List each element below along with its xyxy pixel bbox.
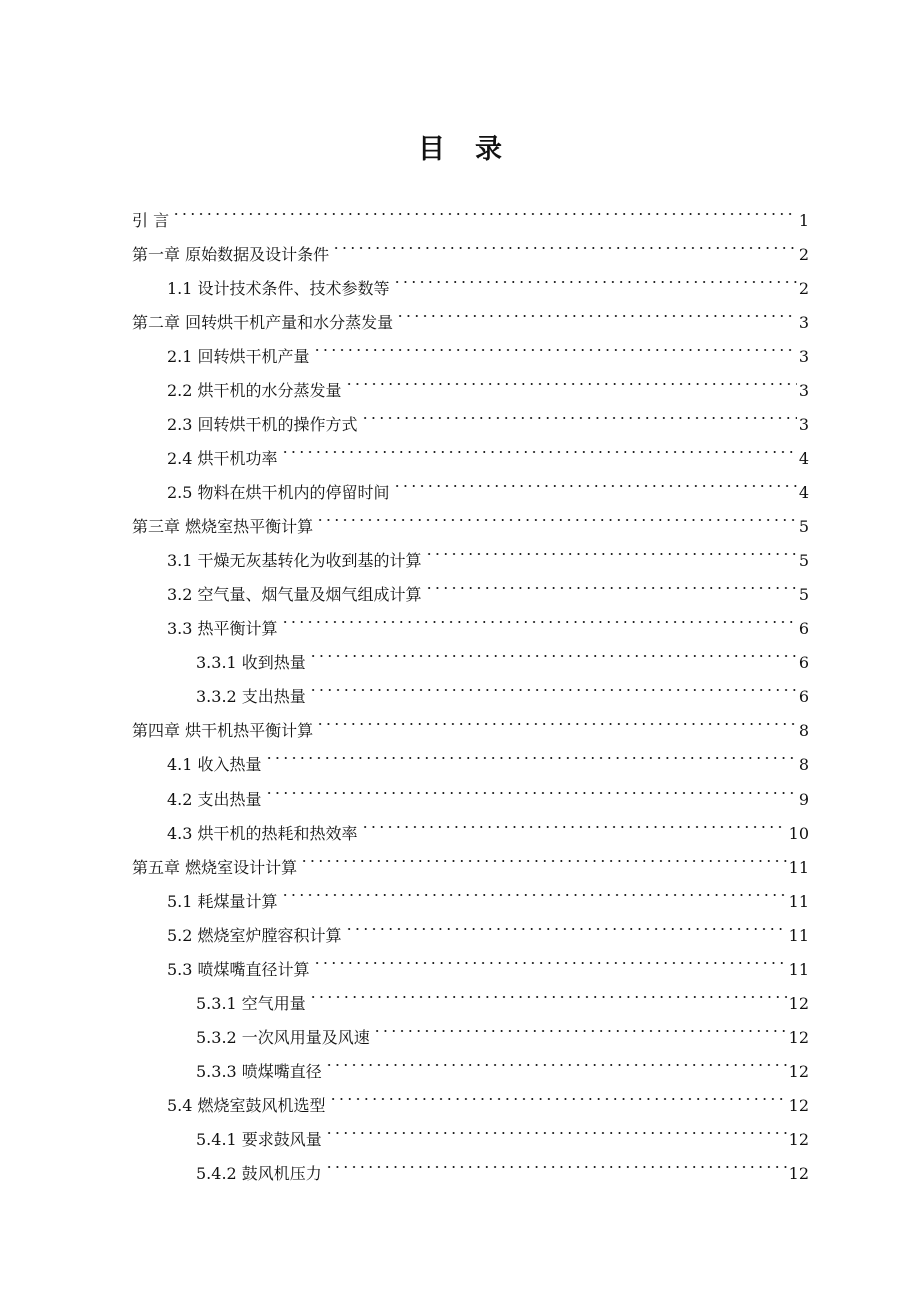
toc-entry[interactable] bbox=[167, 430, 809, 469]
toc-entry-page-number: 12 bbox=[788, 993, 809, 1013]
toc-entry-label: 第一章 原始数据及设计条件 bbox=[132, 245, 330, 265]
toc-entry-page-number: 11 bbox=[788, 891, 809, 911]
toc-entry-page-number: 3 bbox=[798, 347, 809, 367]
dot-leader bbox=[361, 805, 787, 839]
toc-entry-page-number: 12 bbox=[788, 1095, 809, 1115]
dot-leader bbox=[345, 362, 797, 396]
toc-entry[interactable] bbox=[196, 1111, 809, 1149]
toc-entry-page-number: 9 bbox=[798, 789, 809, 809]
toc-entry[interactable] bbox=[167, 566, 809, 605]
toc-entry-label: 5.3.2 一次风用量及风速 bbox=[196, 1027, 370, 1047]
toc-entry-page-number: 11 bbox=[788, 925, 809, 945]
dot-leader bbox=[332, 226, 797, 260]
toc-entry[interactable] bbox=[167, 873, 809, 911]
toc-entry-page-number: 4 bbox=[798, 483, 809, 503]
toc-entry-label: 3.3.2 支出热量 bbox=[196, 687, 306, 707]
dot-leader bbox=[313, 941, 787, 975]
toc-entry-page-number: 12 bbox=[788, 1061, 809, 1081]
dot-leader bbox=[309, 975, 787, 1009]
toc-entry-label: 4.3 烘干机的热耗和热效率 bbox=[167, 823, 358, 843]
toc-entry-label: 2.2 烘干机的水分蒸发量 bbox=[167, 381, 342, 401]
toc-entry-page-number: 3 bbox=[798, 381, 809, 401]
toc-entry-label: 5.4 燃烧室鼓风机选型 bbox=[167, 1095, 326, 1115]
toc-entry[interactable] bbox=[167, 328, 809, 367]
dot-leader bbox=[373, 1009, 787, 1043]
dot-leader bbox=[425, 532, 797, 566]
toc-entry[interactable] bbox=[167, 464, 809, 503]
toc-title bbox=[0, 128, 920, 172]
toc-entry[interactable] bbox=[167, 941, 809, 979]
dot-leader bbox=[309, 634, 797, 668]
dot-leader bbox=[316, 702, 797, 736]
toc-entry-label: 第四章 烘干机热平衡计算 bbox=[132, 721, 314, 741]
toc-entry-label: 第五章 燃烧室设计计算 bbox=[132, 857, 298, 877]
toc-entry[interactable] bbox=[132, 294, 809, 333]
toc-entry-label: 2.1 回转烘干机产量 bbox=[167, 347, 310, 367]
toc-entry[interactable] bbox=[196, 975, 809, 1013]
toc-entry-label: 5.1 耗煤量计算 bbox=[167, 891, 278, 911]
dot-leader bbox=[361, 396, 797, 430]
toc-entry-page-number: 3 bbox=[798, 313, 809, 333]
toc-entry-page-number: 2 bbox=[798, 279, 809, 299]
dot-leader bbox=[265, 736, 797, 770]
toc-entry-page-number: 12 bbox=[788, 1129, 809, 1149]
toc-entry-page-number: 3 bbox=[798, 415, 809, 435]
toc-entry-page-number: 11 bbox=[788, 857, 809, 877]
toc-entry-label: 引 言 bbox=[132, 211, 170, 230]
dot-leader bbox=[325, 1043, 787, 1077]
toc-entry-label: 3.1 干燥无灰基转化为收到基的计算 bbox=[167, 551, 422, 571]
dot-leader bbox=[281, 430, 797, 464]
toc-entry-page-number: 8 bbox=[798, 721, 809, 741]
toc-entry[interactable] bbox=[167, 396, 809, 435]
toc-entry[interactable] bbox=[167, 362, 809, 401]
toc-entry[interactable] bbox=[167, 600, 809, 639]
toc-entry-label: 3.3 热平衡计算 bbox=[167, 619, 278, 639]
toc-entry[interactable] bbox=[167, 771, 809, 809]
toc-entry[interactable] bbox=[132, 702, 809, 741]
toc-entry-page-number: 6 bbox=[798, 619, 809, 639]
toc-entry-label: 第二章 回转烘干机产量和水分蒸发量 bbox=[132, 313, 394, 333]
toc-entry-label: 4.2 支出热量 bbox=[167, 789, 262, 809]
dot-leader bbox=[172, 192, 797, 226]
dot-leader bbox=[396, 294, 797, 328]
toc-entry-label: 4.1 收入热量 bbox=[167, 755, 262, 775]
toc-entry-label: 5.4.2 鼓风机压力 bbox=[196, 1163, 322, 1183]
toc-entry-page-number: 6 bbox=[798, 653, 809, 673]
dot-leader bbox=[325, 1111, 787, 1145]
toc-entry[interactable] bbox=[167, 907, 809, 945]
toc-entry-label: 2.3 回转烘干机的操作方式 bbox=[167, 415, 358, 435]
toc-title-char-1: 目 bbox=[418, 134, 445, 165]
dot-leader bbox=[281, 600, 797, 634]
dot-leader bbox=[425, 566, 797, 600]
toc-entry[interactable] bbox=[132, 192, 809, 230]
toc-entry-page-number: 2 bbox=[798, 245, 809, 265]
toc-entry-page-number: 4 bbox=[798, 449, 809, 469]
toc-entry-label: 2.5 物料在烘干机内的停留时间 bbox=[167, 483, 390, 503]
dot-leader bbox=[313, 328, 797, 362]
toc-entry-label: 2.4 烘干机功率 bbox=[167, 449, 278, 469]
toc-entry-page-number: 11 bbox=[788, 959, 809, 979]
toc-entry[interactable] bbox=[196, 634, 809, 673]
dot-leader bbox=[281, 873, 787, 907]
toc-entry-label: 3.3.1 收到热量 bbox=[196, 653, 306, 673]
dot-leader bbox=[393, 464, 797, 498]
toc-entry-page-number: 8 bbox=[798, 755, 809, 775]
dot-leader bbox=[316, 498, 797, 532]
toc-entry-page-number: 1 bbox=[798, 211, 809, 230]
dot-leader bbox=[265, 771, 797, 805]
toc-entry-page-number: 5 bbox=[798, 517, 809, 537]
toc-entry[interactable] bbox=[167, 1077, 809, 1115]
toc-entry-page-number: 5 bbox=[798, 551, 809, 571]
toc-entry[interactable] bbox=[132, 498, 809, 537]
toc-entry-page-number: 5 bbox=[798, 585, 809, 605]
toc-entry-label: 5.3 喷煤嘴直径计算 bbox=[167, 959, 310, 979]
toc-entry-label: 3.2 空气量、烟气量及烟气组成计算 bbox=[167, 585, 422, 605]
toc-entry-label: 5.3.3 喷煤嘴直径 bbox=[196, 1061, 322, 1081]
toc-entry-page-number: 6 bbox=[798, 687, 809, 707]
toc-entry-page-number: 12 bbox=[788, 1163, 809, 1183]
dot-leader bbox=[345, 907, 787, 941]
toc-entry[interactable] bbox=[132, 839, 809, 877]
toc-entry[interactable] bbox=[132, 226, 809, 265]
toc-entry[interactable] bbox=[167, 260, 809, 299]
toc-title-char-2: 录 bbox=[475, 134, 502, 165]
dot-leader bbox=[329, 1077, 787, 1111]
toc-entry-label: 第三章 燃烧室热平衡计算 bbox=[132, 517, 314, 537]
dot-leader bbox=[393, 260, 797, 294]
toc-entry[interactable] bbox=[196, 668, 809, 707]
dot-leader bbox=[325, 1145, 787, 1179]
dot-leader bbox=[300, 839, 787, 873]
dot-leader bbox=[309, 668, 797, 702]
toc-entry-page-number: 12 bbox=[788, 1027, 809, 1047]
toc-entry[interactable] bbox=[167, 736, 809, 775]
toc-entry-label: 1.1 设计技术条件、技术参数等 bbox=[167, 279, 390, 299]
toc-entry-label: 5.3.1 空气用量 bbox=[196, 993, 306, 1013]
toc-entry[interactable] bbox=[196, 1009, 809, 1047]
toc-entry[interactable] bbox=[167, 805, 809, 843]
toc-entry-label: 5.4.1 要求鼓风量 bbox=[196, 1129, 322, 1149]
toc-entry-label: 5.2 燃烧室炉膛容积计算 bbox=[167, 925, 342, 945]
toc-entry[interactable] bbox=[167, 532, 809, 571]
toc-entry[interactable] bbox=[196, 1043, 809, 1081]
toc-entry-page-number: 10 bbox=[788, 823, 809, 843]
toc-entry[interactable] bbox=[196, 1145, 809, 1183]
